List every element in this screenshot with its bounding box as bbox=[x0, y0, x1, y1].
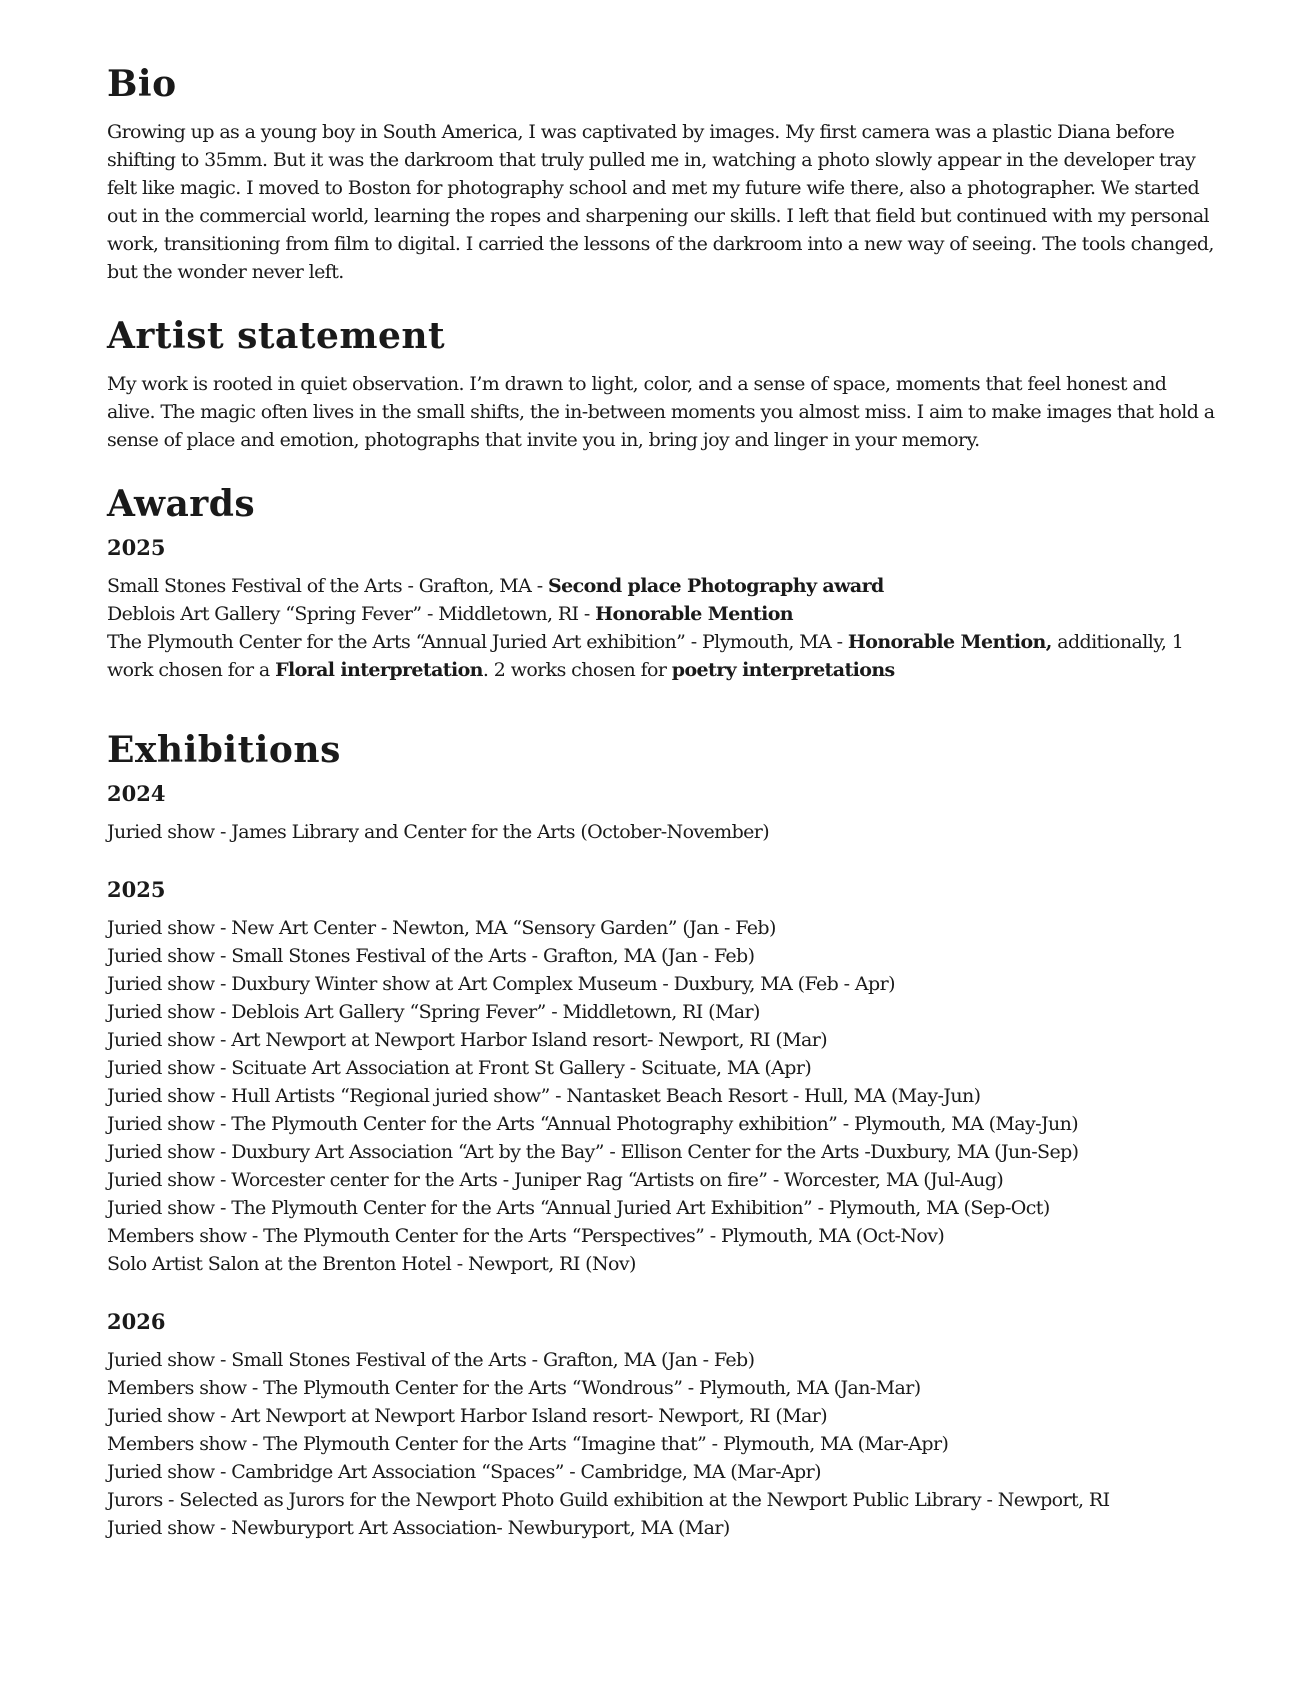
award-item bbox=[107, 628, 1217, 684]
bio-text: Growing up as a young boy in South America, I was captivated by images. My first camera was a plastic Diana before shifting to 35mm. But it was the darkroom that truly pulled me in, watching a photo slowly appear in the developer tray felt like magic. I moved to Boston for photography school and met my future wife there, also a photographer. We started out in the commercial world, learning the ropes and sharpening our skills. I left that field but continued with my personal work, transitioning from film to digital. I carried the lessons of the darkroom into a new way of seeing. The tools changed, but the wonder never left. bbox=[107, 121, 1214, 283]
awards-section bbox=[107, 482, 1217, 684]
list-item: Juried show - Cambridge Art Association “Spaces” - Cambridge, MA (Mar-Apr) bbox=[107, 1461, 821, 1483]
list-item: Juried show - Small Stones Festival of the Arts - Grafton, MA (Jan - Feb) bbox=[107, 945, 755, 967]
document-page bbox=[107, 62, 1217, 1542]
statement-section bbox=[107, 314, 1217, 454]
list-item: Juried show - Duxbury Winter show at Art Complex Museum - Duxbury, MA (Feb - Apr) bbox=[107, 973, 895, 995]
list-item: Juried show - Art Newport at Newport Harbor Island resort- Newport, RI (Mar) bbox=[107, 1029, 828, 1051]
exhibition-year-group bbox=[107, 1308, 1217, 1542]
list-item: Juried show - Hull Artists “Regional juried show” - Nantasket Beach Resort - Hull, MA (May-Jun) bbox=[107, 1085, 981, 1107]
award-bold: poetry interpretations bbox=[671, 659, 895, 681]
exhibition-year: 2025 bbox=[107, 877, 166, 902]
award-text: additionally, 1 work chosen for a bbox=[107, 631, 1184, 681]
list-item: Juried show - The Plymouth Center for the Arts “Annual Juried Art Exhibition” - Plymouth, MA (Sep-Oct) bbox=[107, 1197, 1050, 1219]
awards-heading: Awards bbox=[107, 483, 256, 525]
statement-text: My work is rooted in quiet observation. I’m drawn to light, color, and a sense of space, moments that feel honest and alive. The magic often lives in the small shifts, the in-between moments you almost miss. I aim to make images that hold a sense of place and emotion, photographs that invite you in, bring joy and linger in your memory. bbox=[107, 373, 1215, 451]
list-item: Juried show - James Library and Center for the Arts (October-November) bbox=[107, 821, 770, 843]
list-item: Members show - The Plymouth Center for the Arts “Wondrous” - Plymouth, MA (Jan-Mar) bbox=[107, 1377, 921, 1399]
list-item: Members show - The Plymouth Center for the Arts “Imagine that” - Plymouth, MA (Mar-Apr) bbox=[107, 1433, 949, 1455]
list-item: Juried show - The Plymouth Center for the Arts “Annual Photography exhibition” - Plymouth, MA (May-Jun) bbox=[107, 1113, 1079, 1135]
award-text: Small Stones Festival of the Arts - Grafton, MA - bbox=[107, 575, 548, 597]
exhibition-year-group bbox=[107, 780, 1217, 846]
award-item bbox=[107, 600, 1217, 628]
bio-section bbox=[107, 62, 1217, 286]
award-text: Deblois Art Gallery “Spring Fever” - Middletown, RI - bbox=[107, 603, 596, 625]
exhibition-year: 2026 bbox=[107, 1309, 166, 1334]
award-bold: Honorable Mention bbox=[595, 603, 794, 625]
list-item: Juried show - Art Newport at Newport Harbor Island resort- Newport, RI (Mar) bbox=[107, 1405, 828, 1427]
list-item: Juried show - Duxbury Art Association “Art by the Bay” - Ellison Center for the Arts -Duxbury, MA (Jun-Sep) bbox=[107, 1141, 1079, 1163]
list-item: Juried show - Scituate Art Association at Front St Gallery - Scituate, MA (Apr) bbox=[107, 1057, 812, 1079]
list-item: Juried show - Worcester center for the Arts - Juniper Rag “Artists on fire” - Worcester, MA (Jul-Aug) bbox=[107, 1169, 1004, 1191]
list-item: Members show - The Plymouth Center for the Arts “Perspectives” - Plymouth, MA (Oct-Nov) bbox=[107, 1225, 945, 1247]
list-item: Jurors - Selected as Jurors for the Newport Photo Guild exhibition at the Newport Public Library - Newport, RI bbox=[107, 1489, 1110, 1511]
award-text: . 2 works chosen for bbox=[482, 659, 672, 681]
list-item: Juried show - Small Stones Festival of the Arts - Grafton, MA (Jan - Feb) bbox=[107, 1349, 755, 1371]
award-bold: Honorable Mention, bbox=[847, 631, 1052, 653]
exhibitions-heading: Exhibitions bbox=[107, 729, 341, 771]
bio-heading: Bio bbox=[107, 63, 177, 105]
exhibition-year: 2024 bbox=[107, 781, 166, 806]
list-item: Solo Artist Salon at the Brenton Hotel - Newport, RI (Nov) bbox=[107, 1253, 636, 1275]
list-item: Juried show - Newburyport Art Association- Newburyport, MA (Mar) bbox=[107, 1517, 730, 1539]
award-item bbox=[107, 572, 1217, 600]
exhibitions-section bbox=[107, 728, 1217, 1542]
list-item: Juried show - New Art Center - Newton, MA “Sensory Garden” (Jan - Feb) bbox=[107, 917, 776, 939]
statement-heading: Artist statement bbox=[107, 315, 446, 357]
exhibition-year-group bbox=[107, 876, 1217, 1278]
award-bold: Second place Photography award bbox=[547, 575, 884, 597]
list-item: Juried show - Deblois Art Gallery “Spring Fever” - Middletown, RI (Mar) bbox=[107, 1001, 760, 1023]
award-bold: Floral interpretation bbox=[275, 659, 483, 681]
award-text: The Plymouth Center for the Arts “Annual Juried Art exhibition” - Plymouth, MA - bbox=[107, 631, 848, 653]
awards-year: 2025 bbox=[107, 535, 166, 560]
